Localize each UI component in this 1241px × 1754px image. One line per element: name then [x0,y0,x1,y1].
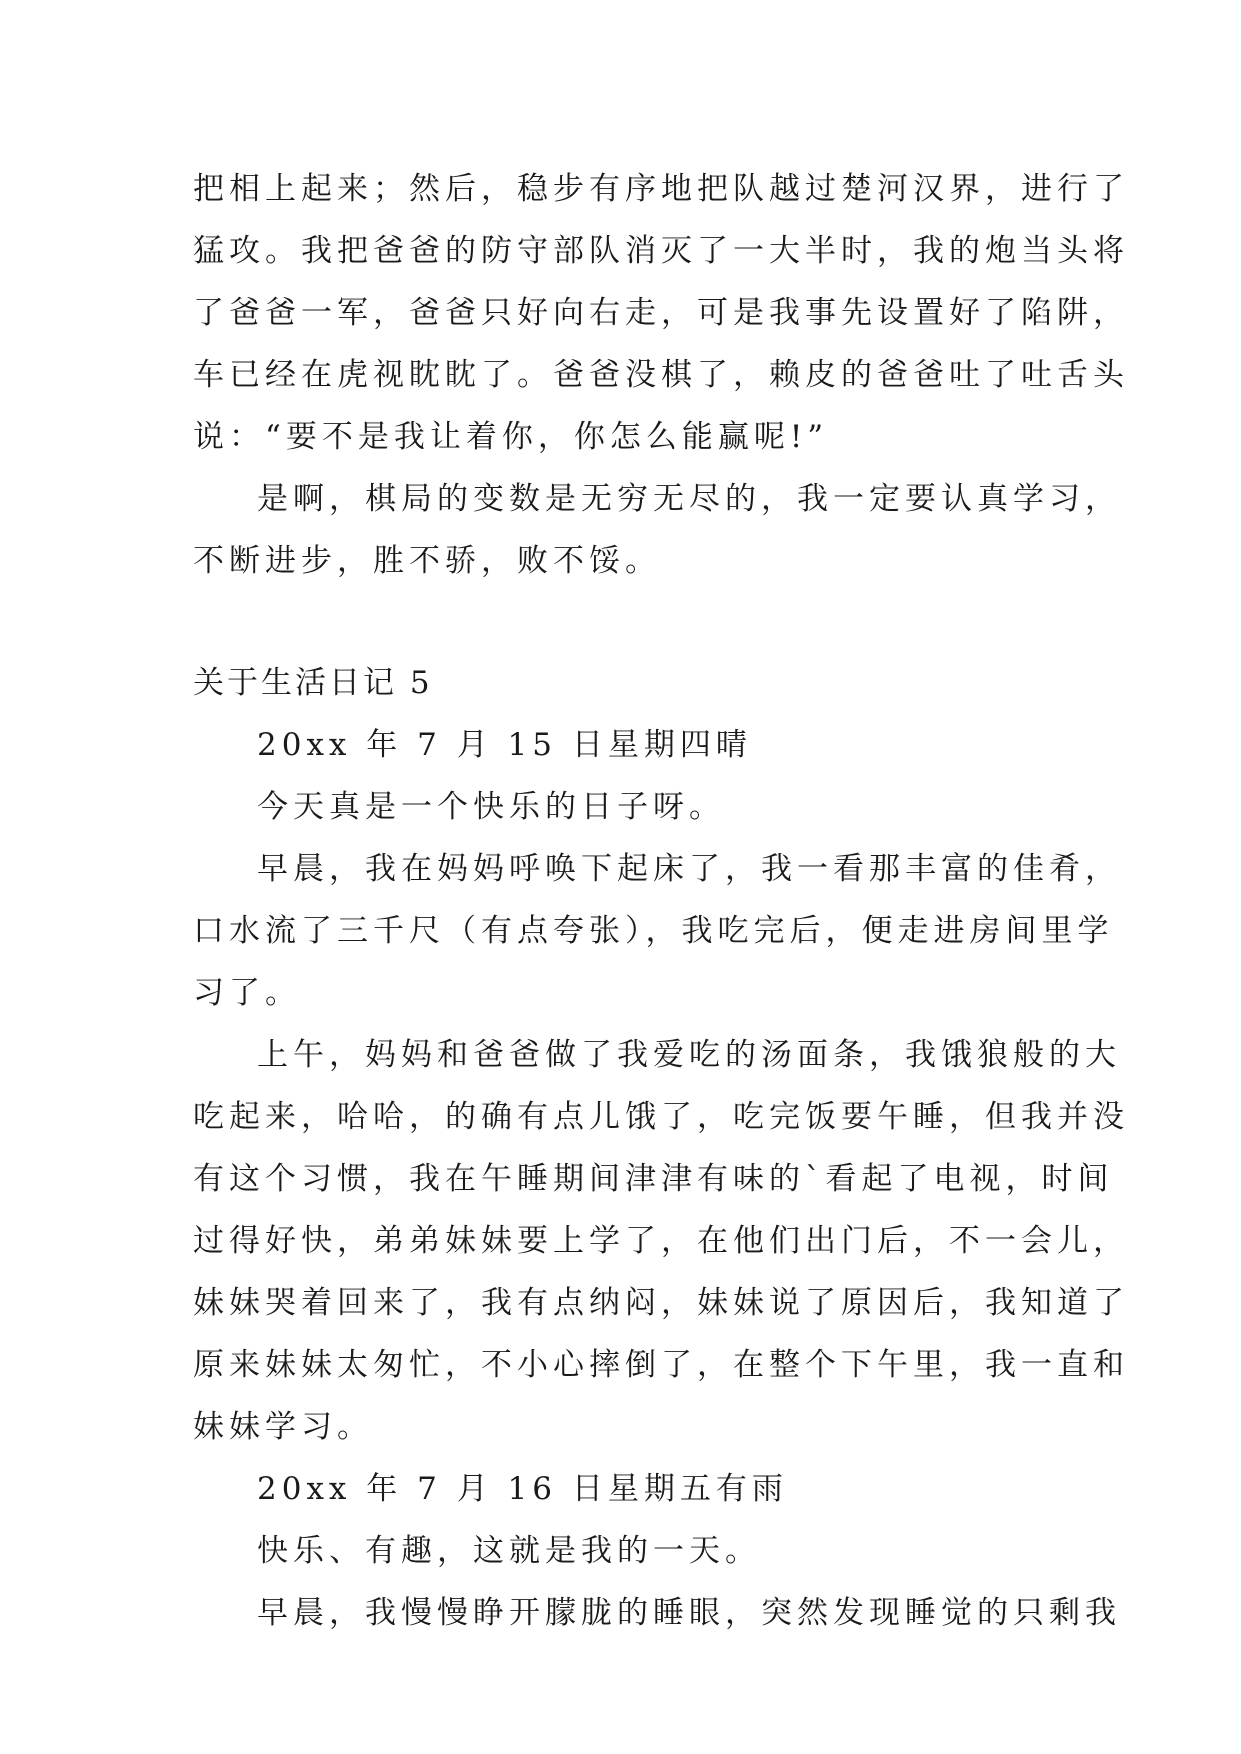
text-line: 早晨，我慢慢睁开朦胧的睡眼，突然发现睡觉的只剩我 [257,1595,1121,1631]
entry-intro: 今天真是一个快乐的日子呀。 [257,789,725,825]
text-line: 过得好快，弟弟妹妹要上学了，在他们出门后，不一会儿， [193,1223,1129,1259]
text-line: 妹妹学习。 [193,1409,373,1445]
text-line: 原来妹妹太匆忙，不小心摔倒了，在整个下午里，我一直和 [193,1347,1129,1383]
paragraph-chess-lesson [193,468,1121,592]
text-line: 习了。 [193,975,301,1011]
text-line: 猛攻。我把爸爸的防守部队消灭了一大半时，我的炮当头将 [193,233,1129,269]
text-line: 吃起来，哈哈，的确有点儿饿了，吃完饭要午睡，但我并没 [193,1099,1129,1135]
text-line: 有这个习惯，我在午睡期间津津有味的`看起了电视，时间 [193,1161,1114,1197]
text-line: 早晨，我在妈妈呼唤下起床了，我一看那丰富的佳肴， [257,851,1121,887]
text-line: 口水流了三千尺（有点夸张），我吃完后，便走进房间里学 [193,913,1114,949]
entry-date: 20xx 年 7 月 15 日星期四晴 [257,727,752,763]
section-title: 关于生活日记 5 [193,665,433,701]
entry-date: 20xx 年 7 月 16 日星期五有雨 [257,1471,788,1507]
paragraph-morning [193,838,1121,1024]
paragraph-chess-ending [193,158,1129,468]
text-line: 了爸爸一军，爸爸只好向右走，可是我事先设置好了陷阱， [193,295,1129,331]
text-line: 不断进步，胜不骄，败不馁。 [193,543,661,579]
text-line: 说：“要不是我让着你，你怎么能赢呢!” [193,419,829,455]
section-gap [193,592,1073,652]
paragraph-afternoon [193,1024,1129,1458]
text-line: 是啊，棋局的变数是无穷无尽的，我一定要认真学习， [257,481,1121,517]
text-line: 上午，妈妈和爸爸做了我爱吃的汤面条，我饿狼般的大 [257,1037,1121,1073]
paragraph-second-morning [193,1582,1121,1644]
text-line: 妹妹哭着回来了，我有点纳闷，妹妹说了原因后，我知道了 [193,1285,1129,1321]
text-line: 把相上起来；然后，稳步有序地把队越过楚河汉界，进行了 [193,171,1129,207]
entry-intro: 快乐、有趣，这就是我的一天。 [257,1533,761,1569]
document-body [193,158,1129,1644]
text-line: 车已经在虎视眈眈了。爸爸没棋了，赖皮的爸爸吐了吐舌头 [193,357,1129,393]
